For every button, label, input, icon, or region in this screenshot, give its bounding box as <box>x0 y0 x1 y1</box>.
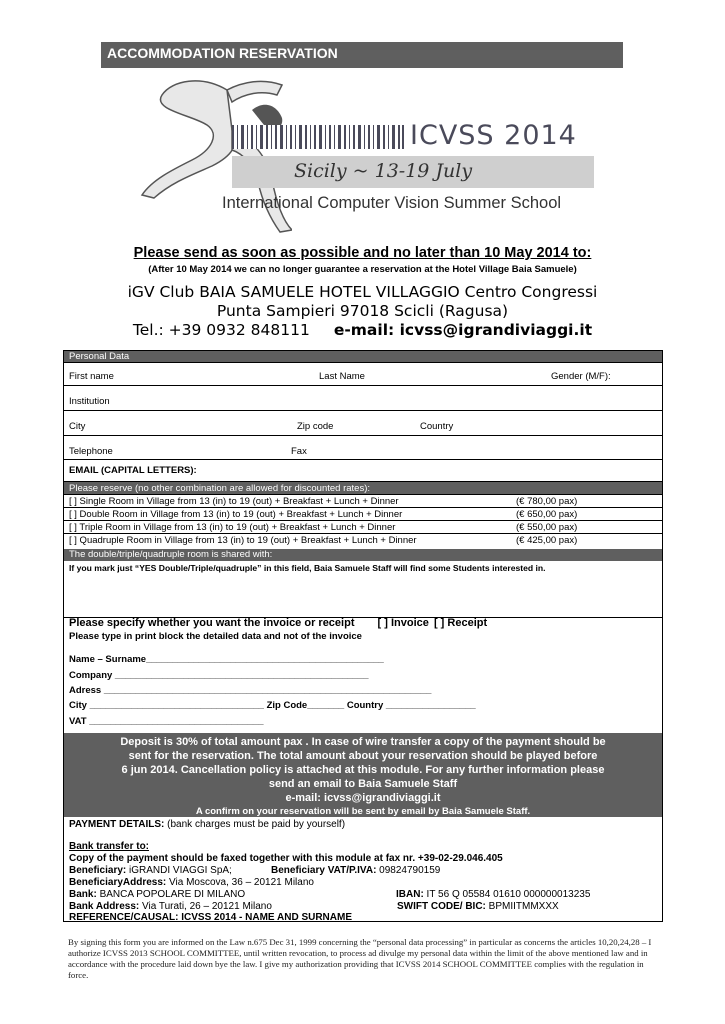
deposit-notice <box>64 733 662 817</box>
reservation-form <box>63 350 663 922</box>
deposit-line: sent for the reservation. The total amount about your reservation should be played before <box>128 750 598 762</box>
beneficiary-address-line <box>69 877 314 888</box>
deposit-line: 6 jun 2014. Cancellation policy is attached at this module. For any further information please <box>121 764 605 776</box>
bank-value: BANCA POPOLARE DI MILANO <box>96 889 246 900</box>
room-price: (€ 550,00 pax) <box>516 522 578 533</box>
banner-school-name: International Computer Vision Summer School <box>222 194 562 212</box>
deposit-confirm: A confirm on your reservation will be sent by email by Baia Samuele Staff. <box>195 806 531 817</box>
deposit-email <box>64 791 662 805</box>
vat-label: Beneficiary VAT/P.IVA: <box>271 865 377 876</box>
deposit-line: Deposit is 30% of total amount pax . In case of wire transfer a copy of the payment should be <box>120 736 606 748</box>
payment-details-note: (bank charges must be paid by yourself) <box>164 819 346 830</box>
room-option-quadruple[interactable] <box>64 534 662 547</box>
deposit-email-label: e-mail: <box>285 792 325 804</box>
deposit-email-link[interactable]: icvss@igrandiviaggi.it <box>324 792 441 804</box>
room-price: (€ 780,00 pax) <box>516 496 578 507</box>
logo-text: ICVSS 2014 <box>410 120 577 151</box>
vat-line <box>271 865 440 876</box>
hotel-street: Punta Sampieri 97018 Scicli (Ragusa) <box>216 302 509 320</box>
receipt-checkbox[interactable]: [ ] Receipt <box>433 617 488 629</box>
room-option-triple[interactable] <box>64 521 662 534</box>
zip-label: Zip code <box>297 421 334 432</box>
invoice-checkbox[interactable]: [ ] Invoice <box>377 617 429 629</box>
bank-address-label: Bank Address: <box>69 901 140 912</box>
hotel-email[interactable]: e-mail: icvss@igrandiviaggi.it <box>333 321 593 339</box>
swift-line <box>397 901 559 912</box>
beneficiary-address-label: BeneficiaryAddress: <box>69 877 167 888</box>
telephone-row[interactable] <box>64 436 662 460</box>
iban-label: IBAN: <box>396 889 424 900</box>
first-name-label: First name <box>69 371 114 382</box>
institution-row[interactable] <box>64 386 662 411</box>
beneficiary-value: iGRANDI VIAGGI SpA; <box>126 865 232 876</box>
beneficiary-address-value: Via Moscova, 36 – 20121 Milano <box>166 877 314 888</box>
banner-dates: Sicily ~ 13-19 July <box>294 160 473 182</box>
privacy-notice: By signing this form you are informed on the Law n.675 Dec 31, 1999 concerning the “personal data processing” in particular as concerns the articles 10,20,24,28 – I authorize ICVSS 2013 SCHOOL COMMITTEE, until written revocation, to process ad divulge my personal data within the limit of the above mentioned law and in accordance with the procedure laid down bye the law. I give my authorization providing that ICVSS 2014 SCHOOL COMMITTEE complies with the regulation in force. <box>68 937 652 980</box>
room-option-single[interactable] <box>64 495 662 508</box>
bank-line <box>69 889 245 900</box>
copy-note: Copy of the payment should be faxed together with this module at fax nr. +39-02-29.046.405 <box>69 853 503 864</box>
iban-value: IT 56 Q 05584 01610 000000013235 <box>423 889 591 900</box>
invoice-address-field[interactable]: Adress ______________________________________________________________ <box>69 685 432 696</box>
invoice-city-field[interactable]: City _________________________________ Zip Code_______ Country _________________ <box>69 700 476 711</box>
shared-with-field[interactable] <box>64 561 662 618</box>
personal-data-header-label: Personal Data <box>69 351 130 362</box>
swift-value: BPMIITMMXXX <box>485 901 559 912</box>
invoice-question <box>69 617 487 629</box>
room-price: (€ 425,00 pax) <box>516 535 578 546</box>
invoice-instruction: Please type in print block the detailed data and not of the invoice <box>69 631 362 642</box>
hotel-address <box>0 283 725 340</box>
invoice-question-text: Please specify whether you want the invoice or receipt <box>69 617 355 629</box>
bank-address-line <box>69 901 272 912</box>
bank-label: Bank: <box>69 889 97 900</box>
room-desc: [ ] Single Room in Village from 13 (in) to 19 (out) + Breakfast + Lunch + Dinner <box>69 496 399 507</box>
country-label: Country <box>420 421 454 432</box>
page-title: ACCOMMODATION RESERVATION <box>101 42 623 68</box>
reference-line: REFERENCE/CAUSAL: ICVSS 2014 - NAME AND SURNAME <box>69 912 352 923</box>
bank-address-value: Via Turati, 26 – 20121 Milano <box>139 901 272 912</box>
room-option-double[interactable] <box>64 508 662 521</box>
hotel-tel: Tel.: +39 0932 848111 <box>132 321 310 339</box>
shared-note: If you mark just “YES Double/Triple/quadruple” in this field, Baia Samuele Staff will find some Students interested in. <box>69 563 546 573</box>
shared-header-label: The double/triple/quadruple room is shared with: <box>69 549 273 560</box>
rooms-header-label: Please reserve (no other combination are allowed for discounted rates): <box>69 483 370 494</box>
gender-label: Gender (M/F): <box>551 371 611 382</box>
city-row[interactable] <box>64 411 662 436</box>
invoice-vat-field[interactable]: VAT _________________________________ <box>69 716 264 727</box>
personal-data-header <box>64 351 662 363</box>
last-name-label: Last Name <box>319 371 365 382</box>
email-label: EMAIL (CAPITAL LETTERS): <box>69 465 197 476</box>
email-row[interactable] <box>64 460 662 482</box>
city-label: City <box>69 421 86 432</box>
telephone-label: Telephone <box>69 446 113 457</box>
beneficiary-label: Beneficiary: <box>69 865 127 876</box>
banner-logo <box>132 70 602 235</box>
invoice-name-field[interactable]: Name – Surname_____________________________________________ <box>69 654 384 665</box>
institution-label: Institution <box>69 396 110 407</box>
payment-details <box>69 819 345 830</box>
rooms-header <box>64 482 662 495</box>
shared-header <box>64 549 662 561</box>
payment-details-label: PAYMENT DETAILS: <box>69 819 165 830</box>
room-desc: [ ] Triple Room in Village from 13 (in) to 19 (out) + Breakfast + Lunch + Dinner <box>69 522 396 533</box>
invoice-company-field[interactable]: Company ________________________________________________ <box>69 670 369 681</box>
name-row[interactable] <box>64 363 662 386</box>
iban-line <box>396 889 590 900</box>
room-price: (€ 650,00 pax) <box>516 509 578 520</box>
deadline-subnote: (After 10 May 2014 we can no longer guarantee a reservation at the Hotel Village Baia Samuele) <box>148 264 577 275</box>
deadline-headline: Please send as soon as possible and no later than 10 May 2014 to: <box>133 245 592 261</box>
room-desc: [ ] Quadruple Room in Village from 13 (in) to 19 (out) + Breakfast + Lunch + Dinner <box>69 535 417 546</box>
fax-label: Fax <box>291 446 307 457</box>
hotel-name: iGV Club BAIA SAMUELE HOTEL VILLAGGIO Centro Congressi <box>127 283 598 301</box>
deposit-line: send an email to Baia Samuele Staff <box>268 778 458 790</box>
vat-value: 09824790159 <box>376 865 441 876</box>
hotel-contact <box>0 321 725 340</box>
beneficiary-line <box>69 865 232 876</box>
bank-transfer-heading: Bank transfer to: <box>69 841 150 852</box>
barcode-stripes-icon <box>232 125 404 149</box>
room-desc: [ ] Double Room in Village from 13 (in) to 19 (out) + Breakfast + Lunch + Dinner <box>69 509 403 520</box>
swift-label: SWIFT CODE/ BIC: <box>397 901 486 912</box>
